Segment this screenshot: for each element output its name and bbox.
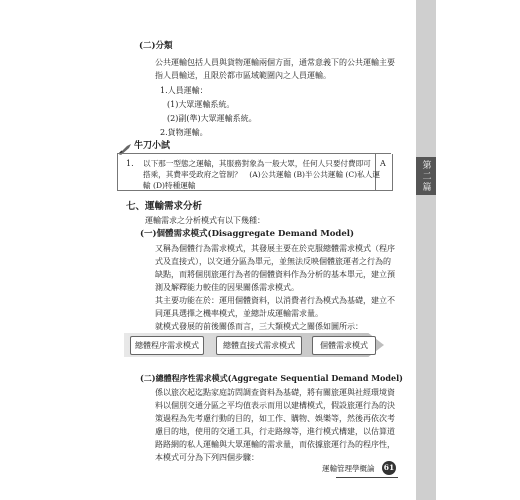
knife-icon — [118, 140, 132, 152]
flow-box-disaggregate: 個體需求模式 — [312, 336, 376, 355]
list-item: 1.人員運輸： — [160, 86, 208, 95]
quiz-title: 牛刀小試 — [134, 141, 171, 151]
chapter-sidebar — [416, 0, 436, 500]
list-item: (1)大眾運輸系統。 — [167, 100, 235, 109]
paragraph-line: 測及解釋能力較佳的因果關係需求模式。 — [155, 283, 299, 292]
quiz-number: 1. — [126, 159, 134, 168]
quiz-question-line: 搭乘，其費率受政府之管制？ (A)公共運輸 (B)半公共運輸 (C)私人運 — [143, 170, 380, 179]
paragraph-line: 慮目的地，使用的交通工具，行走路線等，進行模式構建，以估算道 — [155, 427, 395, 436]
section-heading-classification: (二)分類 — [139, 41, 173, 51]
list-item: 2.貨物運輸。 — [160, 128, 208, 137]
paragraph-line: 策過程為先考慮行動的目的，如工作、購物、娛樂等，然後再依次考 — [155, 414, 395, 423]
paragraph-line: 公共運輸包括人員與貨物運輸兩個方面，通常意義下的公共運輸主要 — [155, 58, 395, 67]
paragraph-line: 本模式可分為下列四個步驟： — [155, 453, 259, 462]
paragraph-line: 其主要功能在於：運用個體資料，以消費者行為模式為基礎，建立不 — [155, 296, 395, 305]
paragraph-line: 就模式發展的前後關係而言，三大類模式之關係如圖所示： — [155, 322, 363, 331]
paragraph-line: 路路網的私人運輸與大眾運輸的需求量，而依據旅運行為的程序性， — [155, 440, 395, 449]
quiz-question-line: 以下那一型態之運輸，其服務對象為一般大眾，任何人只要付費即可 — [143, 159, 371, 168]
chapter-tab: 第二篇 — [416, 157, 436, 195]
paragraph-line: 又稱為個體行為需求模式，其發展主要在於克服總體需求模式（程序 — [155, 244, 395, 253]
paragraph-line: 係以旅次起迄點家庭訪問調查資料為基礎，將有關旅運與社經環境資 — [155, 388, 395, 397]
paragraph-line: 缺點，而將個別旅運行為者的個體資料作為分析的基本單元，建立預 — [155, 270, 395, 279]
page-number: 61 — [382, 461, 396, 475]
paragraph-line: 料以個別交通分區之平均值表示而用以建構模式，假設旅運行為的決 — [155, 401, 395, 410]
subheading-disaggregate: (一)個體需求模式(Disaggregate Demand Model) — [140, 229, 355, 239]
intro-text: 運輸需求之分析模式有以下幾種： — [145, 216, 265, 225]
flow-box-aggregate-sequential: 總體程序需求模式 — [130, 336, 204, 355]
divider — [336, 477, 398, 478]
flow-box-aggregate-direct: 總體直接式需求模式 — [216, 336, 302, 355]
paragraph-line: 同運具選擇之機率模式，並總計成運輸需求量。 — [155, 309, 323, 318]
paragraph-line: 指人員輸送，且限於都市區域範圍內之人員運輸。 — [155, 71, 331, 80]
section-heading-demand-analysis: 七、運輸需求分析 — [126, 201, 203, 212]
list-item: (2)副(準)大眾運輸系統。 — [167, 114, 257, 123]
book-title: 運輸管理學概論 — [322, 464, 375, 473]
quiz-question-line: 輸 (D)特種運輸 — [143, 181, 196, 190]
paragraph-line: 式及直接式），以交通分區為單元，並無法反映個體旅運者之行為的 — [155, 257, 391, 266]
quiz-answer: A — [380, 159, 386, 168]
subheading-aggregate-sequential: (二)總體程序性需求模式(Aggregate Sequential Demand Model) — [140, 373, 403, 383]
